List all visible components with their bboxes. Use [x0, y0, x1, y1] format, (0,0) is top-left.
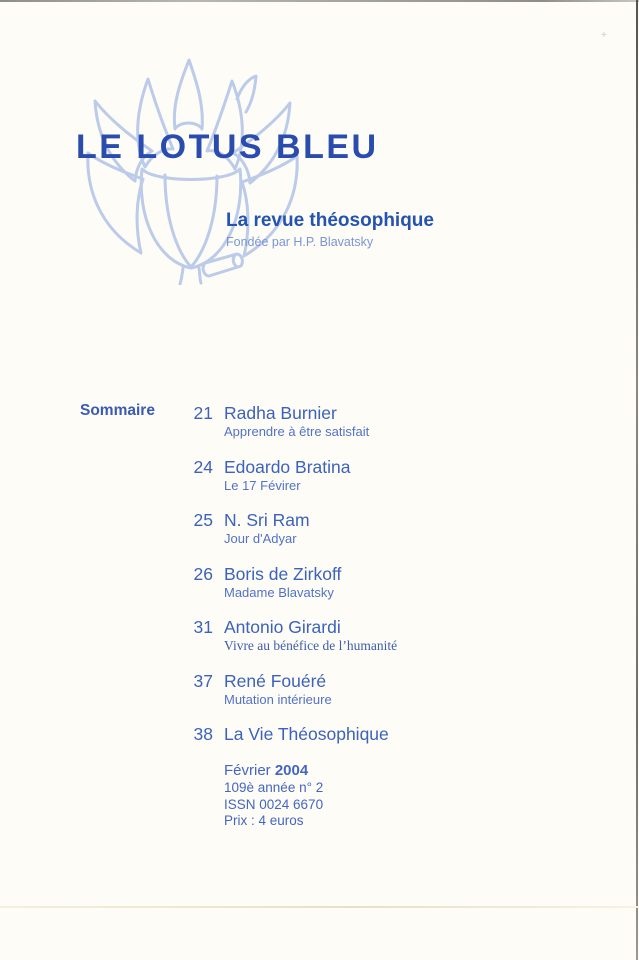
founder-line: Fondée par H.P. Blavatsky [226, 235, 374, 249]
toc-entry-texts [224, 403, 369, 449]
toc-page-number: 26 [193, 563, 213, 584]
issue-price: Prix : 4 euros [224, 813, 304, 828]
scan-edge-top [0, 0, 639, 2]
toc-entry [155, 609, 495, 663]
toc-entry-texts [224, 671, 332, 717]
scan-speck: + [601, 30, 607, 41]
toc-entry-author: N. Sri Ram [224, 510, 310, 530]
toc-entry [155, 663, 495, 717]
toc-entry [155, 395, 495, 449]
issue-month: Février [224, 762, 271, 779]
toc-entry-author: La Vie Théosophique [224, 724, 389, 744]
toc-entry-author: Antonio Girardi [224, 617, 341, 637]
toc-entry [155, 449, 495, 503]
issue-issn: ISSN 0024 6670 [224, 796, 324, 812]
toc-entry-title: Vivre au bénéfice de l’humanité [224, 638, 398, 653]
masthead-subtitle-block [226, 210, 434, 249]
toc-entry-texts [224, 564, 341, 610]
sommaire-label: Sommaire [80, 402, 155, 419]
toc-entry-author: Boris de Zirkoff [224, 563, 342, 584]
toc-entry-texts [224, 617, 397, 663]
toc-page-number: 31 [193, 617, 213, 637]
imprint-block [224, 762, 323, 830]
toc-entry-title: Jour d'Adyar [224, 531, 297, 546]
magazine-subtitle: La revue théosophique [226, 210, 434, 231]
toc-entry-author: Radha Burnier [224, 403, 337, 423]
toc-entry-texts [224, 510, 310, 556]
toc-entry [155, 556, 495, 610]
toc-page-number: 25 [193, 510, 213, 530]
toc-entry-title: Le 17 Févirer [224, 477, 301, 493]
toc-entry-author: René Fouéré [224, 670, 327, 691]
toc-page-number: 38 [193, 724, 213, 744]
toc-entry-title: Madame Blavatsky [224, 584, 334, 600]
scan-edge-right [636, 0, 638, 960]
toc-entry [155, 716, 495, 770]
toc-entry-texts [224, 457, 350, 503]
toc-entry [155, 502, 495, 556]
toc-entry-author: Edoardo Bratina [224, 456, 351, 477]
toc-page-number: 24 [193, 456, 213, 477]
toc-page-number: 21 [193, 403, 213, 423]
toc-entry-title: Apprendre à être satisfait [224, 424, 370, 439]
toc-page-number: 37 [193, 670, 213, 691]
toc-entry-title: Mutation intérieure [224, 691, 332, 707]
issue-date [224, 762, 323, 780]
issue-edition: 109è année n° 2 [224, 780, 324, 795]
magazine-title: LE LOTUS BLEU [76, 128, 379, 166]
table-of-contents [155, 395, 495, 770]
lotus-flower-icon [85, 57, 300, 285]
paper-crease-line [0, 906, 639, 908]
issue-year: 2004 [274, 762, 309, 779]
